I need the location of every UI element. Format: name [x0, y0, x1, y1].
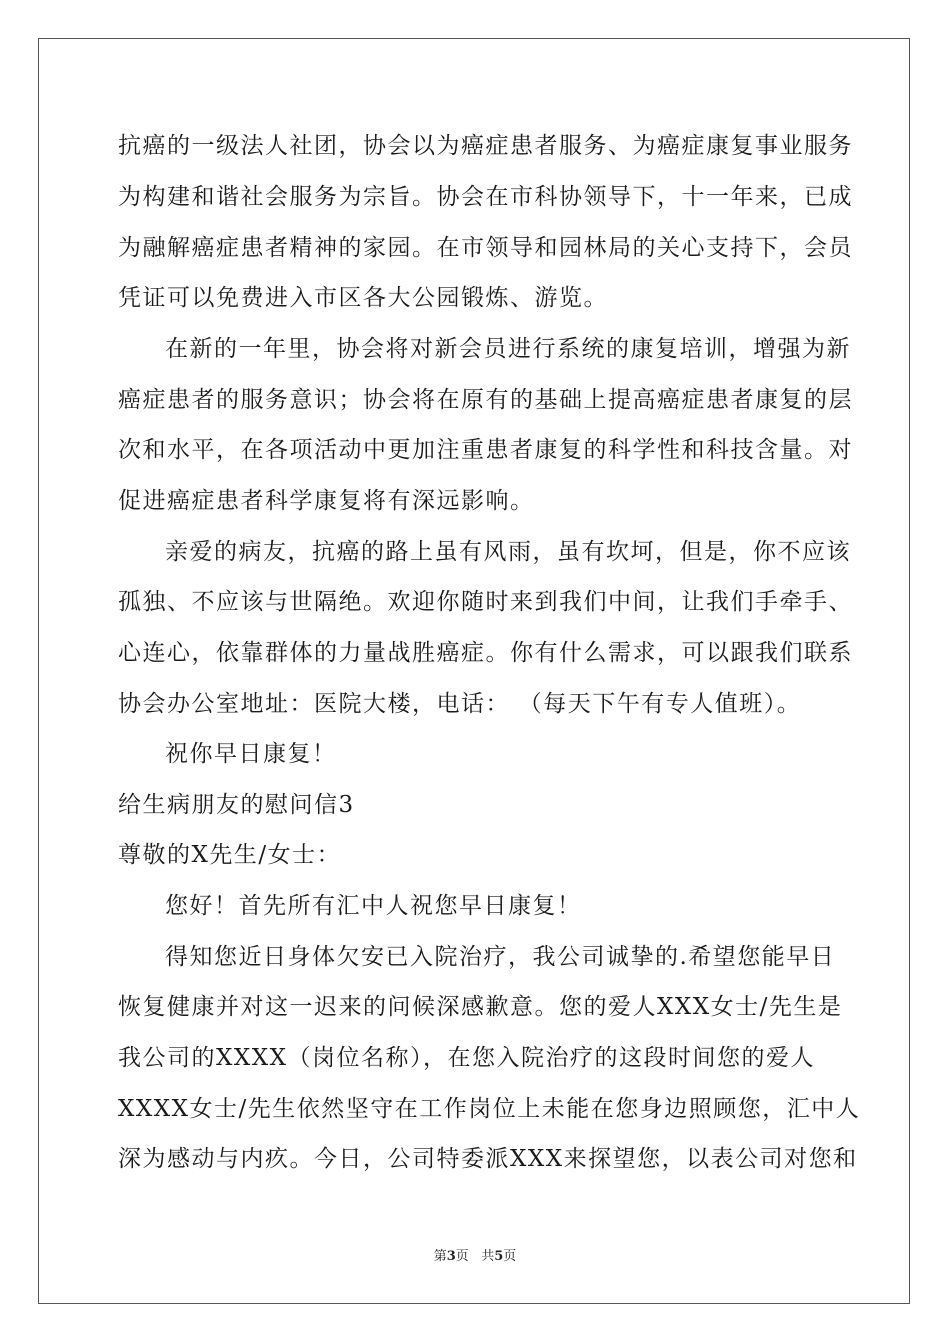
footer-suffix: 页 [503, 1249, 517, 1264]
text-line: 癌症患者的服务意识；协会将在原有的基础上提高癌症患者康复的层 [118, 387, 853, 413]
text-line: 得知您近日身体欠安已入院治疗，我公司诚挚的.希望您能早日 [165, 944, 836, 970]
section-title: 给生病朋友的慰问信3 [118, 792, 355, 818]
footer-prefix: 第 [433, 1249, 447, 1264]
text-line: 深为感动与内疚。今日，公司特委派XXX来探望您，以表公司对您和 [118, 1146, 858, 1172]
text-line: 在新的一年里，协会将对新会员进行系统的康复培训，增强为新 [165, 336, 851, 362]
text-line: 恢复健康并对这一迟来的问候深感歉意。您的爱人XXX女士/先生是 [118, 994, 843, 1020]
text-line: 亲爱的病友，抗癌的路上虽有风雨，虽有坎坷，但是，你不应该 [165, 539, 851, 565]
text-line: 抗癌的一级法人社团，协会以为癌症患者服务、为癌症康复事业服务 [118, 133, 853, 159]
text-line: 孤独、不应该与世隔绝。欢迎你随时来到我们中间，让我们手牵手、 [118, 589, 853, 615]
text-line: 您好！首先所有汇中人祝您早日康复！ [165, 893, 582, 919]
current-page-number: 3 [446, 1249, 456, 1264]
text-line: 促进癌症患者科学康复将有深远影响。 [118, 488, 535, 514]
text-line: 我公司的XXXX（岗位名称），在您入院治疗的这段时间您的爱人 [118, 1045, 815, 1071]
salutation: 尊敬的X先生/女士： [118, 842, 342, 868]
text-line: 为融解癌症患者精神的家园。在市领导和园林局的关心支持下，会员 [118, 235, 853, 261]
text-line: 次和水平，在各项活动中更加注重患者康复的科学性和科技含量。对 [118, 437, 853, 463]
footer-middle: 页 共 [455, 1249, 495, 1264]
text-line: 为构建和谐社会服务为宗旨。协会在市科协领导下，十一年来，已成 [118, 184, 853, 210]
text-line: 凭证可以免费进入市区各大公园锻炼、游览。 [118, 285, 608, 311]
text-line: 协会办公室地址：医院大楼，电话： （每天下午有专人值班）。 [118, 691, 802, 717]
text-line: XXXX女士/先生依然坚守在工作岗位上未能在您身边照顾您，汇中人 [118, 1096, 861, 1122]
total-pages-number: 5 [494, 1249, 504, 1264]
closing-line: 祝你早日康复！ [165, 741, 337, 767]
page-number-footer [0, 1248, 950, 1266]
text-line: 心连心，依靠群体的力量战胜癌症。你有什么需求，可以跟我们联系 [118, 640, 853, 666]
